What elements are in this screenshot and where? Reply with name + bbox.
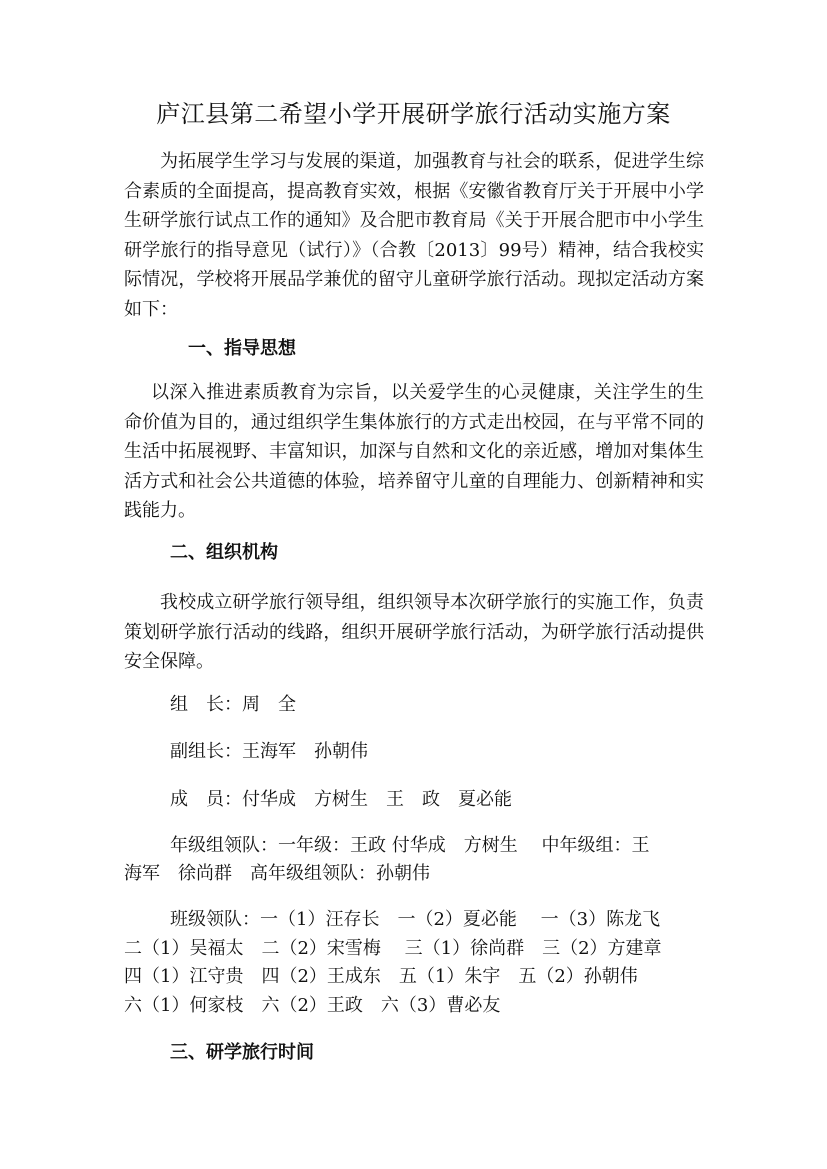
section-heading-organization: 二、组织机构 bbox=[170, 542, 278, 563]
section-heading-schedule: 三、研学旅行时间 bbox=[170, 1042, 314, 1063]
intro-paragraph: 为拓展学生学习与发展的渠道，加强教育与社会的联系，促进学生综合素质的全面提高，提高教育实效，根据《安徽省教育厅关于开展中小学生研学旅行试点工作的通知》及合肥市教育局《关于开展合肥市中小学生研学旅行的指导意见（试行）》（合教〔2013〕99号）精神，结合我校实际情况，学校将开展品学兼优的留守儿童研学旅行活动。现拟定活动方案如下： bbox=[124, 151, 704, 320]
deputy-leader-line: 副组长：王海军 孙朝伟 bbox=[170, 741, 368, 762]
organization-paragraph: 我校成立研学旅行领导组，组织领导本次研学旅行的实施工作，负责策划研学旅行活动的线路，组织开展研学旅行活动，为研学旅行活动提供安全保障。 bbox=[124, 592, 704, 672]
members-line: 成 员：付华成 方树生 王 政 夏必能 bbox=[170, 789, 512, 810]
grade-leaders-line-1: 年级组领队：一年级：王政 付华成 方树生 中年级组：王 bbox=[170, 835, 650, 856]
section-heading-guiding-ideology: 一、指导思想 bbox=[188, 338, 296, 359]
class-leaders-line-4: 六（1）何家枝 六（2）王政 六（3）曹必友 bbox=[124, 995, 501, 1016]
class-leaders-line-2: 二（1）吴福太 二（2）宋雪梅 三（1）徐尚群 三（2）方建章 bbox=[124, 938, 662, 959]
document-title: 庐江县第二希望小学开展研学旅行活动实施方案 bbox=[156, 100, 671, 128]
class-leaders-line-1: 班级领队：一（1）汪存长 一（2）夏必能 一（3）陈龙飞 bbox=[170, 909, 661, 930]
guiding-ideology-paragraph: 以深入推进素质教育为宗旨，以关爱学生的心灵健康，关注学生的生命价值为目的，通过组织学生集体旅行的方式走出校园，在与平常不同的生活中拓展视野、丰富知识，加深与自然和文化的亲近感，增加对集体生活方式和社会公共道德的体验，培养留守儿童的自理能力、创新精神和实践能力。 bbox=[124, 382, 704, 521]
class-leaders-line-3: 四（1）江守贵 四（2）王成东 五（1）朱宇 五（2）孙朝伟 bbox=[124, 966, 638, 987]
team-leader-line: 组 长：周 全 bbox=[170, 694, 296, 715]
grade-leaders-line-2: 海军 徐尚群 高年级组领队：孙朝伟 bbox=[124, 863, 430, 884]
